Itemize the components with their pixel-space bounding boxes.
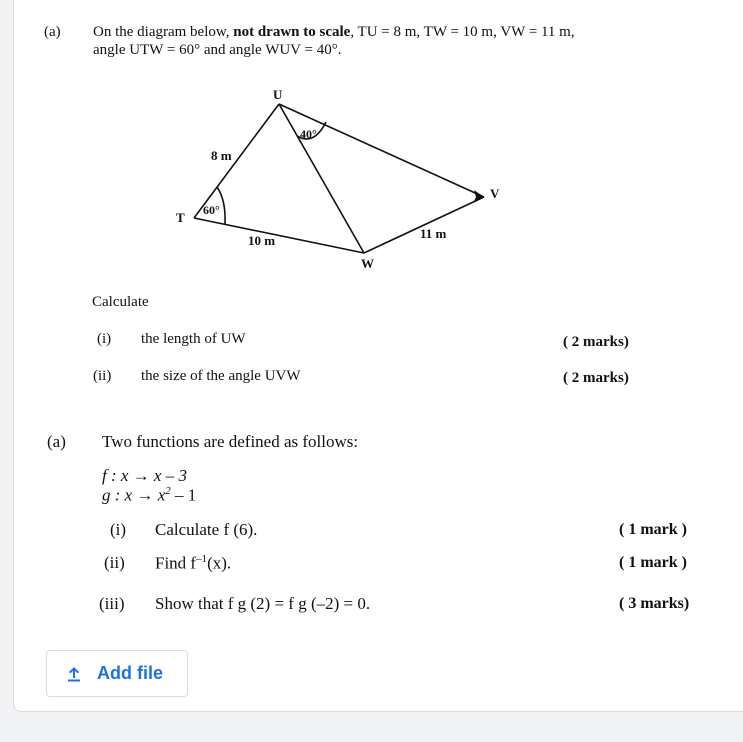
edge-VW xyxy=(364,197,484,253)
q1-part-i-text: the length of UW xyxy=(141,331,246,347)
q2-part-iii-text: Show that f g (2) = f g (–2) = 0. xyxy=(155,594,371,613)
q1-part-i-num: (i) xyxy=(97,331,112,347)
q1-part-i-marks: ( 2 marks) xyxy=(563,334,629,350)
add-file-button[interactable] xyxy=(46,650,188,697)
add-file-label: Add file xyxy=(97,663,163,683)
q2-part-ii-sup: –1 xyxy=(196,553,208,565)
q1-line1-start: On the diagram below, xyxy=(93,24,234,40)
edge-UV xyxy=(279,104,484,197)
angle-label-T: 60° xyxy=(203,203,220,217)
q1-line2: angle UTW = 60° and angle WUV = 40°. xyxy=(93,42,342,58)
q1-line1-end: , TU = 8 m, TW = 10 m, VW = 11 m, xyxy=(350,24,575,40)
q2-label: (a) xyxy=(47,432,66,451)
vertex-label-V: V xyxy=(490,186,500,201)
q2-part-i-text: Calculate f (6). xyxy=(155,520,258,539)
q2-part-ii-text xyxy=(155,553,231,574)
q1-line1-bold: not drawn to scale xyxy=(233,24,351,40)
q1-part-ii-marks: ( 2 marks) xyxy=(563,370,629,386)
side-label-VW: 11 m xyxy=(420,226,447,241)
q2-part-ii-num: (ii) xyxy=(104,553,125,572)
q2-g-definition xyxy=(102,485,196,506)
vertex-label-T: T xyxy=(176,210,185,225)
edge-TU xyxy=(194,104,279,218)
arrow-V xyxy=(473,190,484,203)
side-label-TW: 10 m xyxy=(248,233,276,248)
q1-calculate: Calculate xyxy=(92,294,149,310)
q1-label: (a) xyxy=(44,24,61,40)
q2-part-ii-post: (x). xyxy=(207,553,232,573)
q2-part-ii-marks: ( 1 mark ) xyxy=(619,554,687,571)
q2-part-i-marks: ( 1 mark ) xyxy=(619,521,687,538)
q2-part-iii-marks: ( 3 marks) xyxy=(619,595,690,612)
edge-UW xyxy=(279,104,364,253)
vertex-label-W: W xyxy=(361,256,374,271)
angle-label-U: 40° xyxy=(300,127,317,141)
q2-g-def-exp: 2 xyxy=(165,485,171,497)
triangle-diagram xyxy=(0,0,743,300)
q2-part-ii-pre: Find f xyxy=(155,553,197,573)
q2-intro: Two functions are defined as follows: xyxy=(102,432,359,451)
side-label-TU: 8 m xyxy=(211,148,232,163)
edge-TW xyxy=(194,218,364,253)
q1-part-ii-text: the size of the angle UVW xyxy=(141,368,301,384)
upload-icon xyxy=(65,665,83,683)
vertex-label-U: U xyxy=(273,87,283,102)
q2-f-definition: f : x → x – 3 xyxy=(102,466,187,485)
q2-part-i-num: (i) xyxy=(110,520,127,539)
q2-g-def-base: g : x → x xyxy=(102,485,166,505)
q2-g-def-end: – 1 xyxy=(170,485,197,505)
q2-part-iii-num: (iii) xyxy=(99,594,125,613)
q1-part-ii-num: (ii) xyxy=(93,368,112,384)
